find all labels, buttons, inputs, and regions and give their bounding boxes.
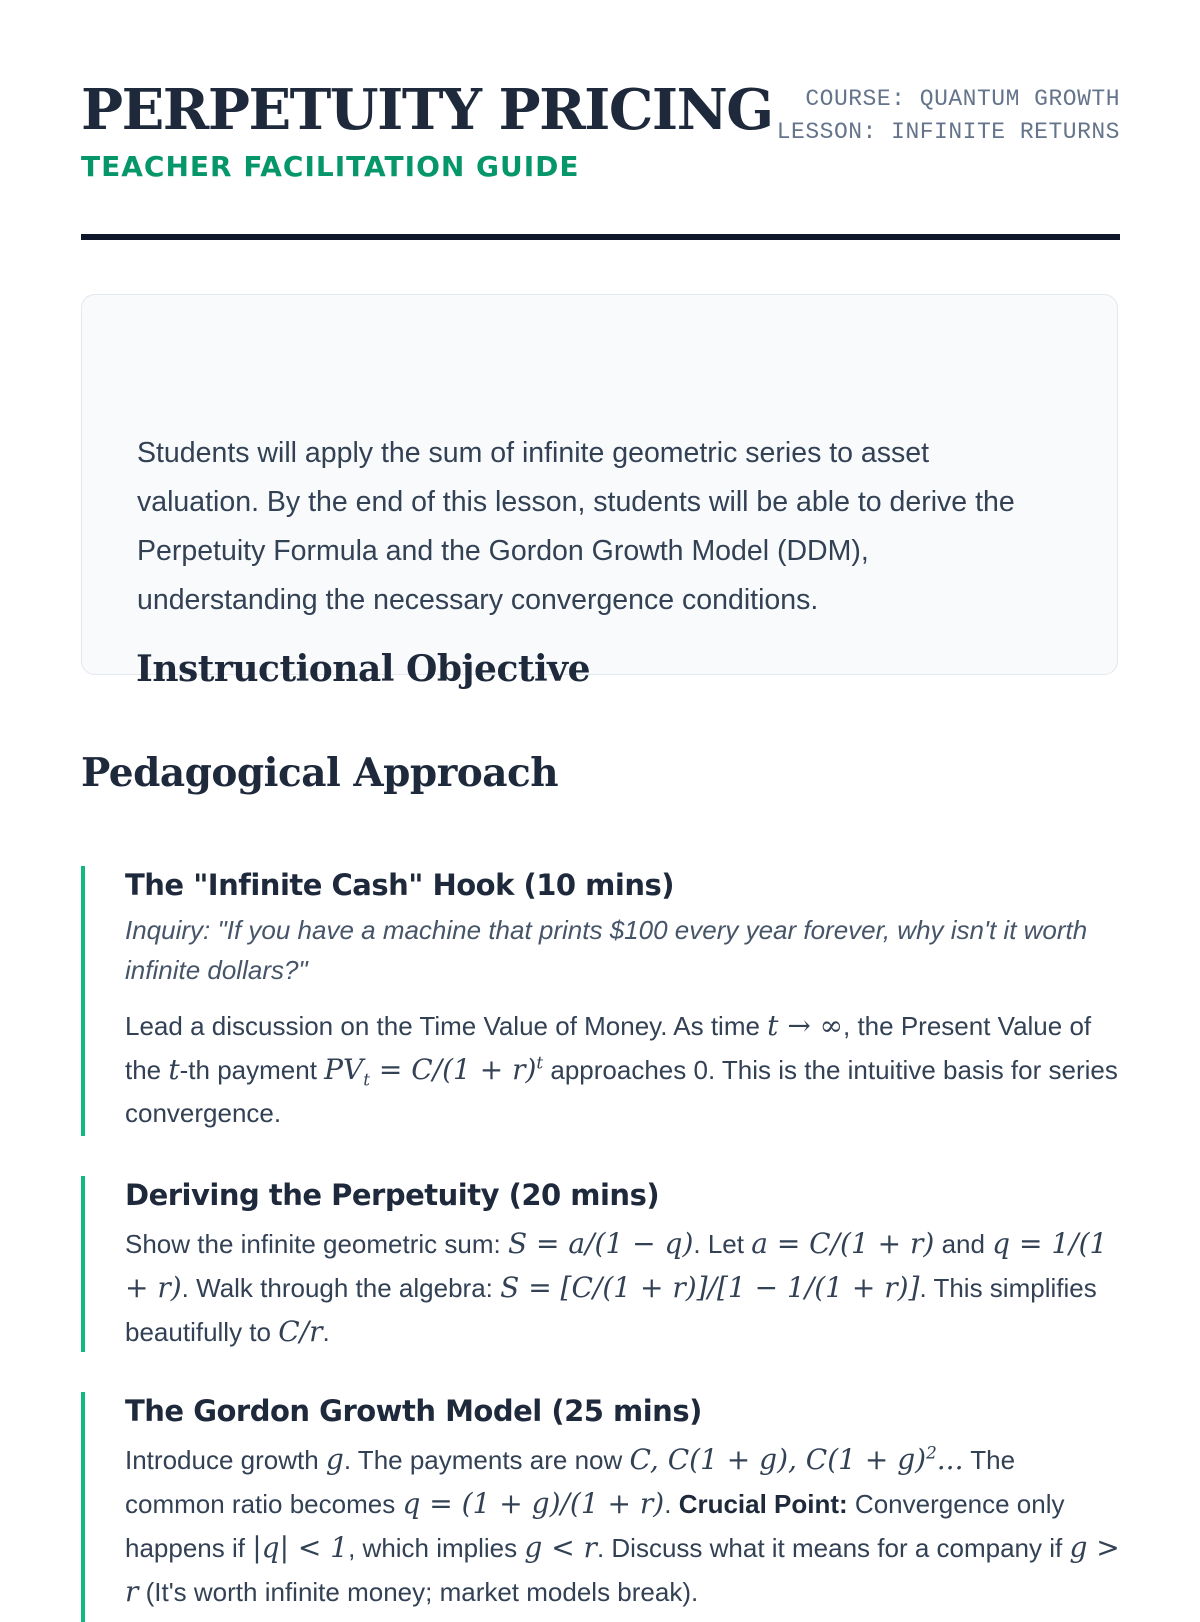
page-subtitle: TEACHER FACILITATION GUIDE bbox=[81, 150, 580, 183]
page-title: PERPETUITY PRICING bbox=[81, 77, 773, 143]
header-divider bbox=[81, 234, 1120, 240]
approach-heading: Pedagogical Approach bbox=[81, 750, 559, 796]
step-title: Deriving the Perpetuity (20 mins) bbox=[125, 1178, 660, 1212]
math-expression: t bbox=[168, 1053, 180, 1086]
body-text: . This simplifies beautifully to bbox=[125, 1273, 1097, 1347]
body-text: (It's worth infinite money; market models break). bbox=[138, 1577, 699, 1607]
step-gordon-growth-model bbox=[81, 1392, 1120, 1622]
body-text: Convergence only happens if bbox=[125, 1489, 1065, 1563]
body-text: . The payments are now bbox=[343, 1445, 630, 1475]
objective-text: Students will apply the sum of infinite geometric series to asset valuation. By the end of this lesson, students will be able to derive the Perpetuity Formula and the Gordon Growth Model (DDM), understanding the necessary convergence conditions. bbox=[137, 437, 1015, 616]
math-superscript: t bbox=[536, 1052, 544, 1073]
math-expression: S = a/(1 − q) bbox=[507, 1227, 694, 1260]
math-expression: g bbox=[325, 1443, 344, 1476]
math-expression: S = [C/(1 + r)]/[1 − 1/(1 + r)] bbox=[500, 1271, 920, 1304]
body-text: . Let bbox=[693, 1229, 752, 1259]
objective-heading: Instructional Objective bbox=[136, 648, 591, 690]
step-body bbox=[125, 1222, 1120, 1354]
body-text: , which implies bbox=[348, 1533, 525, 1563]
step-body bbox=[125, 1004, 1120, 1135]
body-text: Show the infinite geometric sum: bbox=[125, 1229, 508, 1259]
math-part: ... bbox=[936, 1443, 964, 1476]
math-expression: q = (1 + g)/(1 + r) bbox=[402, 1487, 665, 1520]
course-label: COURSE: QUANTUM GROWTH bbox=[805, 86, 1120, 112]
body-text: . bbox=[664, 1489, 679, 1519]
body-text: Lead a discussion on the Time Value of Money. As time bbox=[125, 1011, 768, 1041]
step-deriving-perpetuity bbox=[81, 1176, 1120, 1352]
body-text: -th payment bbox=[179, 1055, 325, 1085]
document-header bbox=[81, 0, 1120, 240]
step-infinite-cash-hook bbox=[81, 866, 1120, 1136]
math-expression bbox=[324, 1052, 544, 1090]
body-text: . bbox=[322, 1317, 330, 1347]
emphasis-label: Crucial Point: bbox=[678, 1489, 848, 1519]
body-text: . Discuss what it means for a company if bbox=[596, 1533, 1070, 1563]
math-part: PV bbox=[324, 1053, 364, 1086]
step-title: The "Infinite Cash" Hook (10 mins) bbox=[125, 868, 674, 902]
step-inquiry: Inquiry: "If you have a machine that prints $100 every year forever, why isn't it worth infinite dollars?" bbox=[125, 915, 1088, 985]
math-expression: g < r bbox=[524, 1531, 597, 1564]
lesson-label: LESSON: INFINITE RETURNS bbox=[776, 119, 1120, 145]
body-text: The common ratio becomes bbox=[125, 1445, 1016, 1519]
math-expression: |q| < 1 bbox=[252, 1531, 349, 1564]
step-title: The Gordon Growth Model (25 mins) bbox=[125, 1394, 702, 1428]
math-superscript: 2 bbox=[926, 1442, 937, 1463]
math-subscript: t bbox=[363, 1069, 370, 1090]
math-expression: g > r bbox=[125, 1531, 1120, 1608]
body-text: . Walk through the algebra: bbox=[181, 1273, 501, 1303]
body-text: approaches 0. This is the intuitive basis for series convergence. bbox=[125, 1055, 1118, 1128]
math-part: = C/(1 + r) bbox=[369, 1053, 537, 1086]
math-part: C, C(1 + g), C(1 + g) bbox=[629, 1443, 927, 1476]
course-meta bbox=[777, 83, 1120, 149]
math-expression: C/r bbox=[278, 1315, 323, 1348]
math-expression: q = 1/(1 + r) bbox=[125, 1227, 1108, 1304]
math-expression: a = C/(1 + r) bbox=[751, 1227, 935, 1260]
objective-box bbox=[81, 294, 1118, 690]
step-body bbox=[125, 1438, 1120, 1614]
body-text: , the Present Value of the bbox=[125, 1011, 1092, 1085]
math-expression: t → ∞ bbox=[767, 1009, 844, 1042]
body-text: Introduce growth bbox=[125, 1445, 326, 1475]
document-page bbox=[81, 0, 1120, 1608]
body-text: and bbox=[934, 1229, 993, 1259]
math-expression bbox=[630, 1443, 964, 1476]
